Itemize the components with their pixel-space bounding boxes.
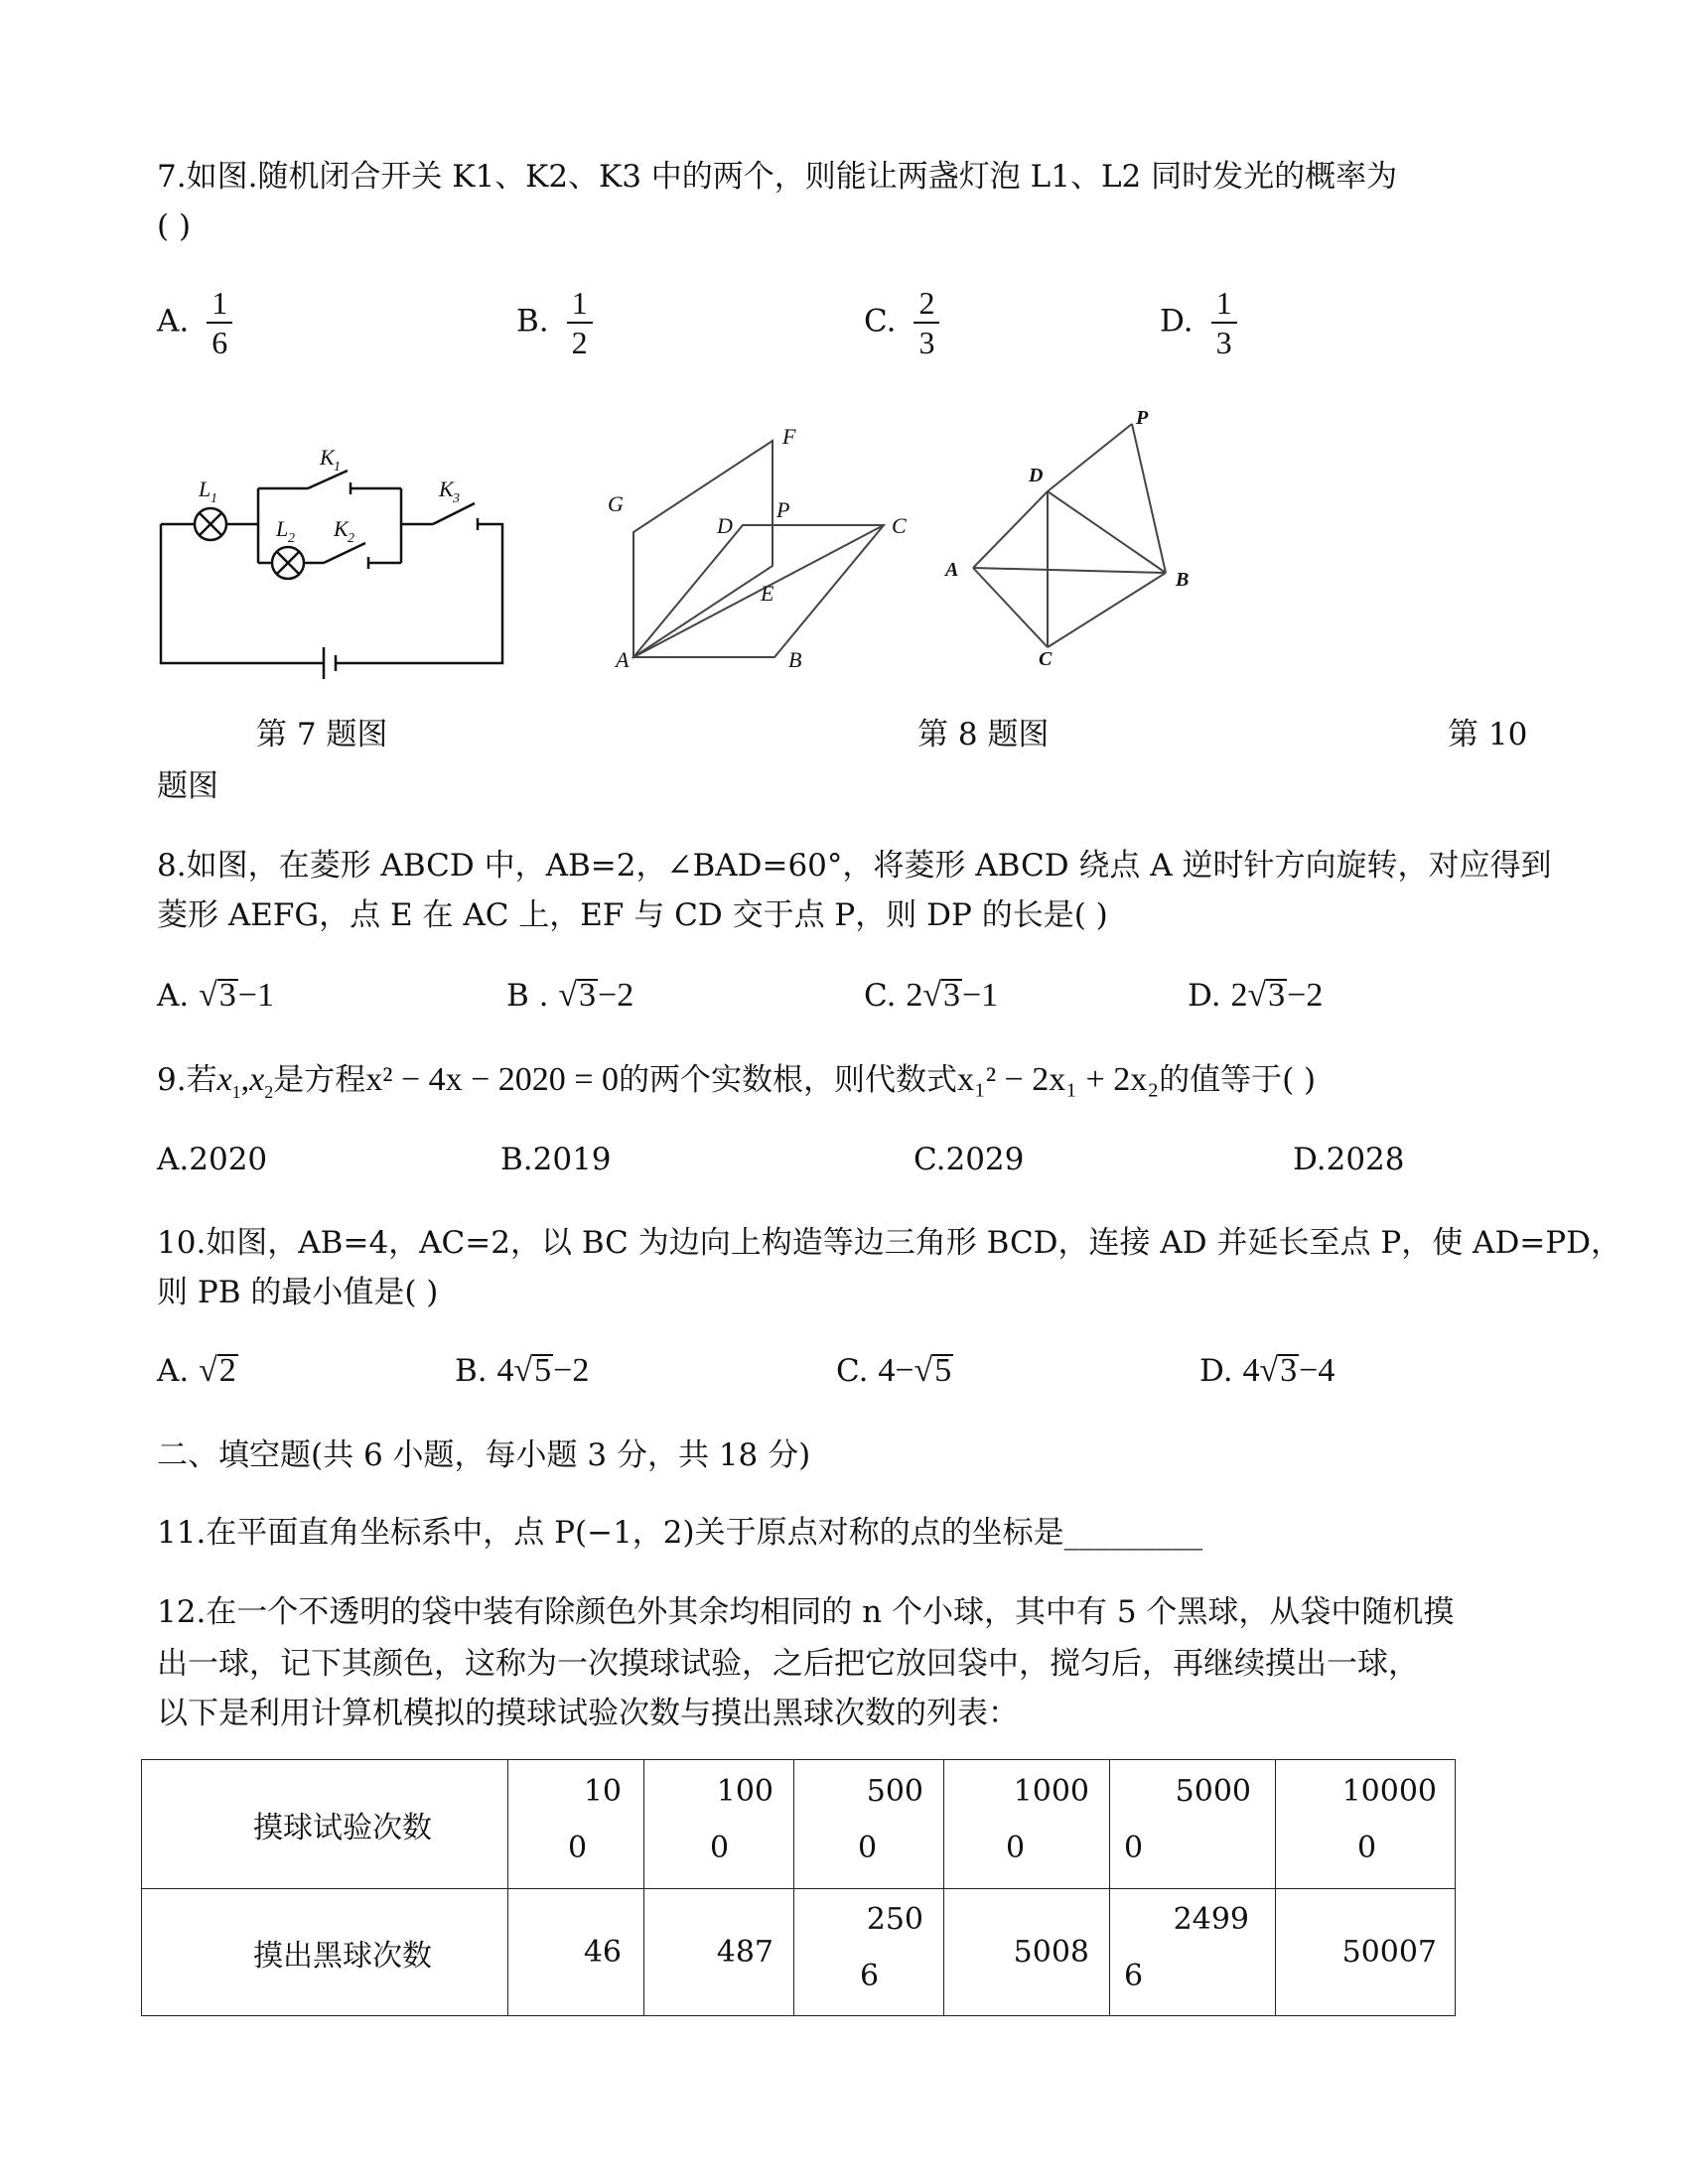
q9-option-c[interactable]: C.2029: [914, 1142, 1025, 1177]
table-cell: 46: [508, 1889, 644, 2016]
triangle-figure: [933, 402, 1201, 670]
q8-line2: 菱形 AEFG，点 E 在 AC 上，EF 与 CD 交于点 P，则 DP 的长是( ): [157, 897, 1108, 933]
q9-option-b[interactable]: B.2019: [500, 1142, 612, 1177]
table-cell: 10 0: [508, 1760, 644, 1889]
label-b: B: [788, 647, 802, 672]
table-cell: 摸球试验次数: [142, 1760, 508, 1889]
caption-fig10-part2: 题图: [157, 768, 218, 804]
q10-option-c[interactable]: C. 4−√5: [836, 1352, 952, 1389]
label-c: C: [892, 513, 907, 538]
label-k3: K: [439, 477, 454, 501]
label-a: A: [945, 559, 959, 581]
q7-option-b[interactable]: B. $\frac{1}{2}$: [516, 286, 593, 359]
label-d: D: [1029, 465, 1044, 486]
label-f: F: [782, 424, 796, 449]
q10-option-b[interactable]: B. 4√5−2: [455, 1352, 590, 1389]
q7-line2: ( ): [157, 208, 192, 244]
q9-line: 9.若$x_1,x_2$是方程x² − 4x − 2020 = 0的两个实数根，则代数式x₁² − 2x₁ + 2x₂的值等于( ): [157, 1061, 1317, 1102]
svg-text:1: 1: [334, 460, 341, 475]
label-e: E: [761, 581, 774, 606]
table-cell: 100 0: [644, 1760, 794, 1889]
q7-line1: 7.如图.随机闭合开关 K1、K2、K3 中的两个，则能让两盏灯泡 L1、L2 同时发光的概率为: [157, 159, 1398, 195]
q10-line2: 则 PB 的最小值是( ): [157, 1275, 439, 1310]
q8-option-a[interactable]: A. √3−1: [157, 977, 274, 1014]
table-cell: 摸出黑球次数: [142, 1889, 508, 2016]
q7-option-d[interactable]: D. $\frac{1}{3}$: [1160, 286, 1237, 359]
fraction: $\frac{1}{6}$: [207, 286, 232, 359]
svg-text:2: 2: [348, 531, 354, 546]
table-cell: 50007: [1276, 1889, 1456, 2016]
fraction: $\frac{2}{3}$: [914, 286, 939, 359]
q8-line1: 8.如图，在菱形 ABCD 中，AB=2，∠BAD=60°，将菱形 ABCD 绕点 A 逆时针方向旋转，对应得到: [157, 848, 1552, 884]
table-cell: 250 6: [794, 1889, 944, 2016]
label-l2: L: [276, 516, 289, 541]
q7-option-a[interactable]: A. $\frac{1}{6}$: [157, 286, 232, 359]
label-d: D: [717, 513, 733, 538]
q7-option-c[interactable]: C. $\frac{2}{3}$: [864, 286, 939, 359]
table-cell: 487: [644, 1889, 794, 2016]
label-p: P: [776, 497, 790, 522]
q8-option-b[interactable]: B . √3−2: [506, 977, 634, 1014]
table-cell: 1000 0: [944, 1760, 1110, 1889]
svg-text:3: 3: [453, 491, 460, 506]
label-g: G: [608, 491, 624, 516]
q9-expression: x₁² − 2x₁ + 2x₂: [956, 1061, 1160, 1098]
label-a: A: [616, 647, 630, 672]
caption-fig7: 第 7 题图: [256, 717, 388, 752]
table-row: [142, 1760, 1456, 1889]
q8-option-c[interactable]: C. 2√3−1: [864, 977, 999, 1014]
label-k2: K: [334, 516, 349, 541]
q8-option-d[interactable]: D. 2√3−2: [1188, 977, 1324, 1014]
q10-option-a[interactable]: A. √2: [157, 1352, 236, 1389]
table-cell: 5000 0: [1110, 1760, 1276, 1889]
fraction: $\frac{1}{2}$: [567, 286, 593, 359]
q10-line1: 10.如图，AB=4，AC=2，以 BC 为边向上构造等边三角形 BCD，连接 AD 并延长至点 P，使 AD=PD，: [157, 1225, 1621, 1261]
table-cell: 5008: [944, 1889, 1110, 2016]
q11-line: 11.在平面直角坐标系中，点 P(−1，2)关于原点对称的点的坐标是_________: [157, 1515, 1203, 1551]
caption-fig8: 第 8 题图: [917, 717, 1050, 752]
circuit-figure: [149, 437, 516, 685]
label-b: B: [1176, 569, 1190, 591]
q12-line2: 出一球，记下其颜色，这称为一次摸球试验，之后把它放回袋中，搅匀后，再继续摸出一球，: [157, 1646, 1419, 1682]
table-cell: 10000 0: [1276, 1760, 1456, 1889]
caption-fig10-part1: 第 10: [1448, 717, 1528, 752]
table-cell: 2499 6: [1110, 1889, 1276, 2016]
q10-option-d[interactable]: D. 4√3−4: [1199, 1352, 1336, 1389]
rhombus-figure: [596, 412, 914, 680]
svg-text:2: 2: [288, 531, 295, 546]
svg-text:1: 1: [211, 491, 217, 506]
label-p: P: [1136, 407, 1149, 429]
q9-option-a[interactable]: A.2020: [157, 1142, 268, 1177]
data-table: [141, 1759, 1456, 2016]
label-l1: L: [199, 477, 211, 501]
fraction: $\frac{1}{3}$: [1211, 286, 1237, 359]
section-heading: 二、填空题(共 6 小题，每小题 3 分，共 18 分): [157, 1437, 811, 1473]
q9-equation: x² − 4x − 2020 = 0: [365, 1061, 619, 1098]
table-cell: 500 0: [794, 1760, 944, 1889]
q9-option-d[interactable]: D.2028: [1293, 1142, 1405, 1177]
q12-line3: 以下是利用计算机模拟的摸球试验次数与摸出黑球次数的列表：: [157, 1696, 1019, 1731]
label-c: C: [1039, 648, 1053, 670]
label-k1: K: [320, 445, 335, 470]
table-row: [142, 1889, 1456, 2016]
q12-line1: 12.在一个不透明的袋中装有除颜色外其余均相同的 n 个小球，其中有 5 个黑球，从袋中随机摸: [157, 1594, 1455, 1630]
